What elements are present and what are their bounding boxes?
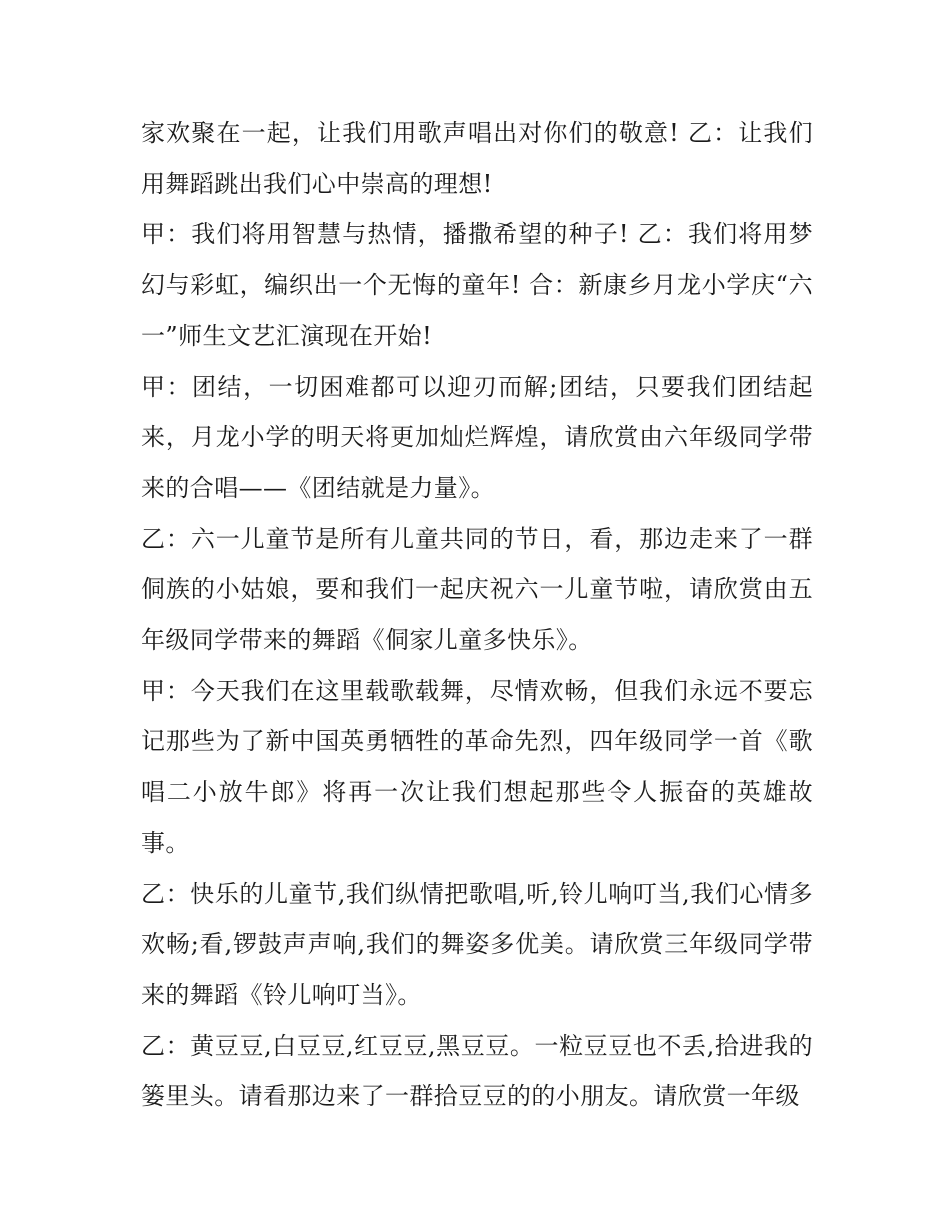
paragraph: 甲：我们将用智慧与热情，播撒希望的种子! 乙：我们将用梦幻与彩虹，编织出一个无悔的童年! 合：新康乡月龙小学庆“六一”师生文艺汇演现在开始! xyxy=(141,220,813,350)
paragraph: 家欢聚在一起，让我们用歌声唱出对你们的敬意! 乙：让我们用舞蹈跳出我们心中崇高的理想! xyxy=(141,119,813,198)
paragraph: 甲：团结，一切困难都可以迎刃而解;团结，只要我们团结起来，月龙小学的明天将更加灿烂辉煌，请欣赏由六年级同学带来的合唱——《团结就是力量》。 xyxy=(141,372,813,502)
paragraph: 甲：今天我们在这里载歌载舞，尽情欢畅，但我们永远不要忘记那些为了新中国英勇牺牲的革命先烈，四年级同学一首《歌唱二小放牛郎》将再一次让我们想起那些令人振奋的英雄故事。 xyxy=(141,676,813,857)
document-body xyxy=(141,108,813,1122)
paragraph: 乙：六一儿童节是所有儿童共同的节日，看，那边走来了一群侗族的小姑娘，要和我们一起庆祝六一儿童节啦，请欣赏由五年级同学带来的舞蹈《侗家儿童多快乐》。 xyxy=(141,524,813,655)
paragraph: 乙：快乐的儿童节,我们纵情把歌唱,听,铃儿响叮当,我们心情多欢畅;看,锣鼓声声响,我们的舞姿多优美。请欣赏三年级同学带来的舞蹈《铃儿响叮当》。 xyxy=(141,879,813,1009)
paragraph: 乙：黄豆豆,白豆豆,红豆豆,黑豆豆。一粒豆豆也不丢,拾进我的篓里头。请看那边来了一群拾豆豆的的小朋友。请欣赏一年级 xyxy=(141,1031,813,1111)
